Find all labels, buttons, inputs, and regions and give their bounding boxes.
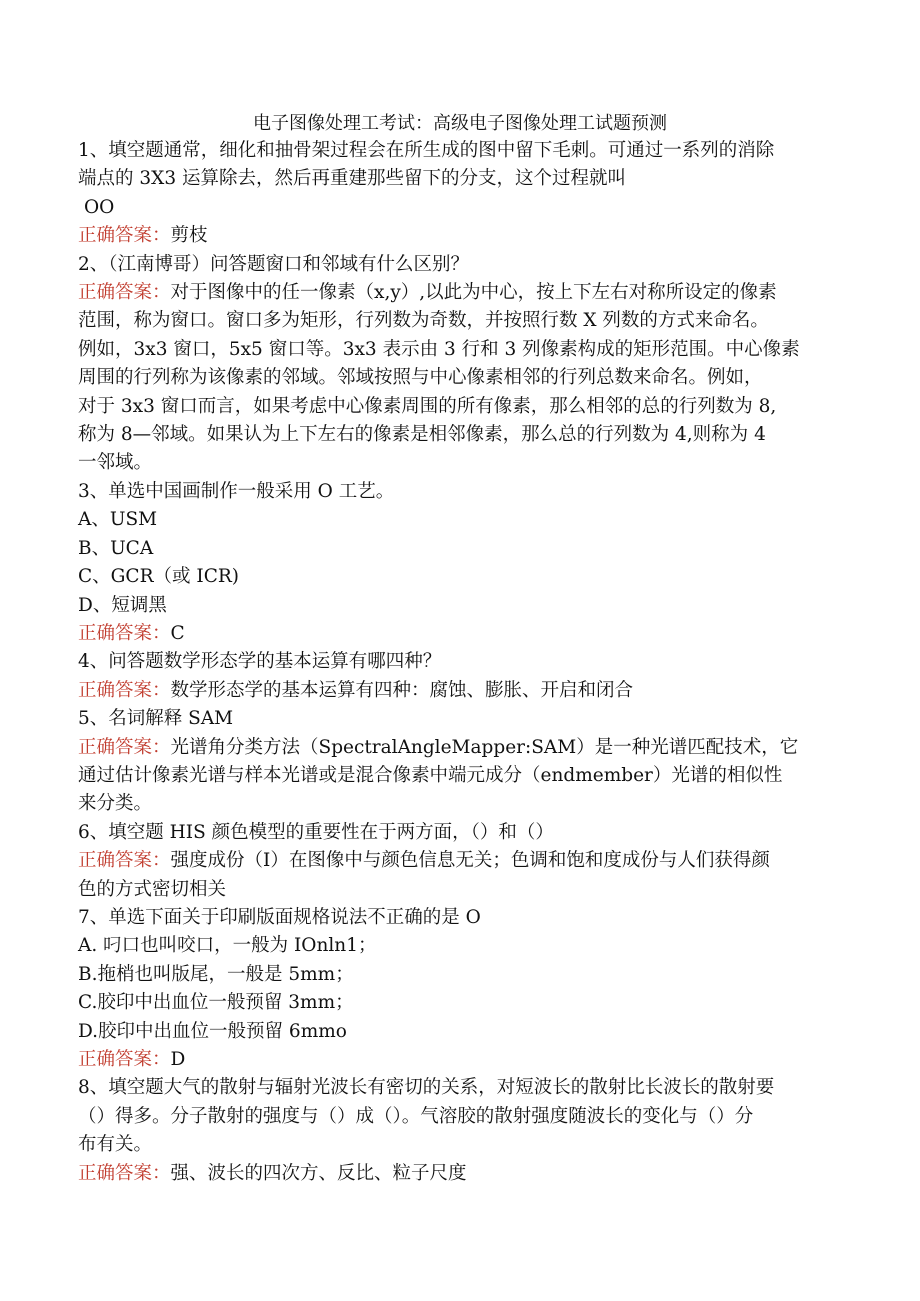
answer-line xyxy=(78,847,838,875)
answer-line xyxy=(78,620,838,648)
answer-line xyxy=(78,734,838,762)
answer-label: 正确答案： xyxy=(78,850,171,872)
document-title: 电子图像处理工考试：高级电子图像处理工试题预测 xyxy=(253,113,667,134)
option-a: A、USM xyxy=(78,509,158,531)
question-4 xyxy=(78,648,838,705)
question-text-line: 1、填空题通常，细化和抽骨架过程会在所生成的图中留下毛刺。可通过一系列的消除 xyxy=(78,140,775,161)
document-body xyxy=(78,137,838,1188)
answer-label: 正确答案： xyxy=(78,1049,171,1070)
answer-text: 剪枝 xyxy=(170,225,208,247)
answer-line xyxy=(78,279,838,307)
answer-text-line: 色的方式密切相关 xyxy=(78,878,227,900)
option-b: B、UCA xyxy=(78,537,154,559)
answer-text: 强、波长的四次方、反比、粒子尺度 xyxy=(170,1162,467,1184)
question-6 xyxy=(78,819,838,904)
question-text-line: 5、名词解释 SAM xyxy=(78,708,234,730)
option-a: A. 叼口也叫咬口，一般为 IOnln1； xyxy=(78,935,377,957)
answer-text-line: 例如，3x3 窗口，5x5 窗口等。3x3 表示由 3 行和 3 列像素构成的矩形范围。中心像素 xyxy=(78,338,800,360)
answer-label: 正确答案： xyxy=(78,622,171,644)
question-text-line: 端点的 3X3 运算除去，然后再重建那些留下的分支，这个过程就叫 xyxy=(78,168,626,190)
question-text-line: 7、单选下面关于印刷版面规格说法不正确的是 O xyxy=(78,906,481,928)
question-text-line: 4、问答题数学形态学的基本运算有哪四种？ xyxy=(78,651,442,673)
question-text-line: 3、单选中国画制作一般采用 O 工艺。 xyxy=(78,480,395,502)
answer-text: 数学形态学的基本运算有四种：腐蚀、膨胀、开启和闭合 xyxy=(170,679,634,701)
question-2 xyxy=(78,251,838,478)
answer-line xyxy=(78,677,838,705)
question-text-line: 2、（江南博哥）问答题窗口和邻域有什么区别？ xyxy=(78,253,470,275)
answer-text: 强度成份（I）在图像中与颜色信息无关；色调和饱和度成份与人们获得颜 xyxy=(170,850,770,872)
option-c: C.胶印中出血位一般预留 3mm； xyxy=(78,992,354,1014)
answer-line xyxy=(78,1046,838,1074)
answer-label: 正确答案： xyxy=(78,225,171,247)
answer-label: 正确答案： xyxy=(78,282,171,304)
option-b: B.拖梢也叫版尾，一般是 5mm； xyxy=(78,963,354,985)
option-c: C、GCR（或 ICR) xyxy=(78,566,240,588)
answer-text-line: 一邻域。 xyxy=(78,452,153,474)
question-8 xyxy=(78,1074,838,1188)
answer-text: D xyxy=(170,1049,186,1070)
question-5 xyxy=(78,705,838,819)
answer-text-line: 范围，称为窗口。窗口多为矩形，行列数为奇数，并按照行数 X 列数的方式来命名。 xyxy=(78,310,769,332)
option-d: D.胶印中出血位一般预留 6mmo xyxy=(78,1020,347,1042)
answer-text: 对于图像中的任一像素（x,y）,以此为中心，按上下左右对称所设定的像素 xyxy=(170,282,777,304)
question-1 xyxy=(78,137,838,251)
answer-text-line: 周围的行列称为该像素的邻域。邻域按照与中心像素相邻的行列总数来命名。例如， xyxy=(78,367,763,389)
answer-text: C xyxy=(170,622,185,644)
question-7 xyxy=(78,904,838,1074)
answer-line xyxy=(78,1160,838,1188)
answer-label: 正确答案： xyxy=(78,736,171,758)
answer-text: 光谱角分类方法（SpectralAngleMapper:SAM）是一种光谱匹配技术，它 xyxy=(170,736,799,758)
answer-label: 正确答案： xyxy=(78,679,171,701)
question-text-line: 6、填空题 HIS 颜色模型的重要性在于两方面，（）和（） xyxy=(78,821,554,843)
answer-text-line: 通过估计像素光谱与样本光谱或是混合像素中端元成分（endmember）光谱的相似性 xyxy=(78,764,783,786)
question-3 xyxy=(78,478,838,648)
question-text-line: （）得多。分子散射的强度与（）成（）。气溶胶的散射强度随波长的变化与（）分 xyxy=(78,1105,754,1127)
answer-label: 正确答案： xyxy=(78,1162,171,1184)
question-text-line: OO xyxy=(84,196,115,218)
answer-text-line: 对于 3x3 窗口而言，如果考虑中心像素周围的所有像素，那么相邻的总的行列数为 8, xyxy=(78,395,777,417)
question-text-line: 布有关。 xyxy=(78,1134,153,1156)
answer-text-line: 称为 8—邻域。如果认为上下左右的像素是相邻像素，那么总的行列数为 4,则称为 4 xyxy=(78,424,766,446)
answer-text-line: 来分类。 xyxy=(78,793,153,815)
question-text-line: 8、填空题大气的散射与辐射光波长有密切的关系，对短波长的散射比长波长的散射要 xyxy=(78,1077,775,1099)
answer-line xyxy=(78,222,838,250)
option-d: D、短调黑 xyxy=(78,594,167,616)
